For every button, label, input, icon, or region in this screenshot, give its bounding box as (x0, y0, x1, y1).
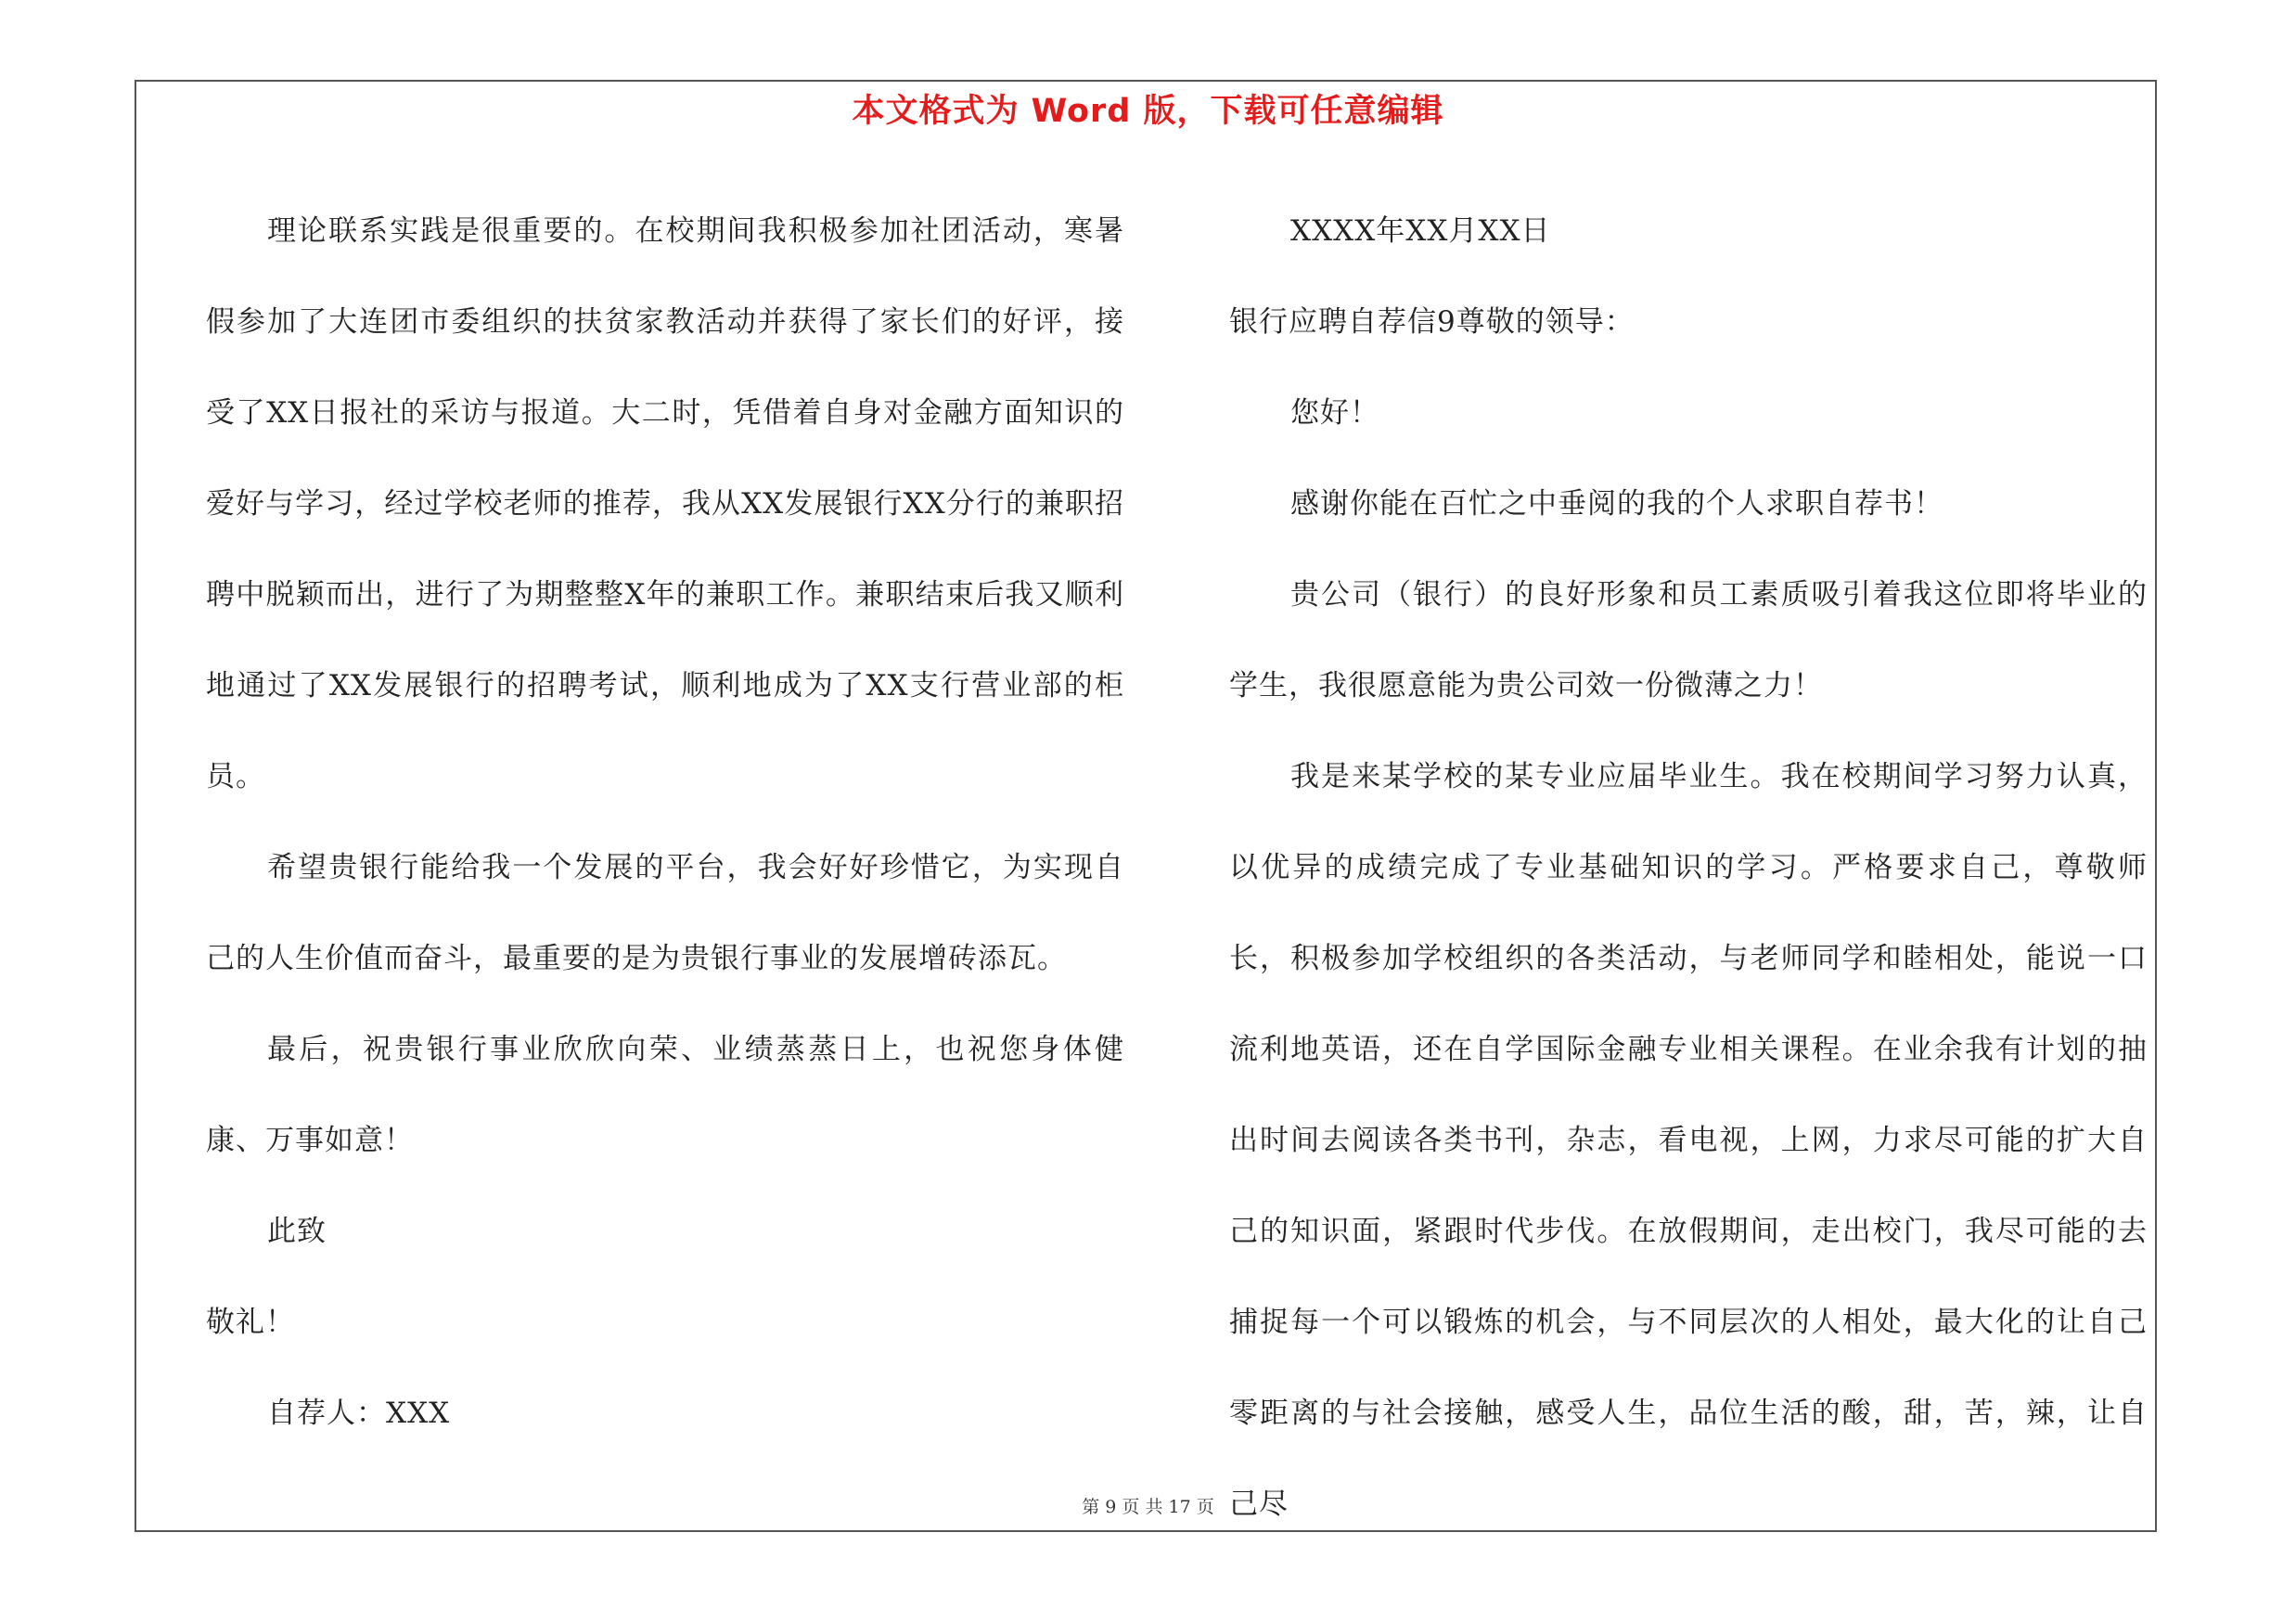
paragraph: XXXX年XX月XX日 (1290, 214, 1551, 248)
paragraph: 希望贵银行能给我一个发展的平台，我会好好珍惜它，为实现自己的人生价值而奋斗，最重要的是为贵银行事业的发展增砖添瓦。 (206, 851, 1124, 975)
paragraph: 您好！ (1290, 396, 1379, 430)
word-format-banner: 本文格式为 Word 版，下载可任意编辑 (852, 93, 1444, 130)
paragraph: 银行应聘自荐信9尊敬的领导： (1229, 305, 1635, 339)
paragraph: 自荐人：XXX (267, 1397, 451, 1430)
right-text-column (1229, 186, 2148, 1550)
paragraph: 敬礼！ (206, 1306, 295, 1339)
paragraph: 此致 (267, 1215, 327, 1248)
paragraph: 我是来某学校的某专业应届毕业生。我在校期间学习努力认真，以优异的成绩完成了专业基础知识的学习。严格要求自己，尊敬师长，积极参加学校组织的各类活动，与老师同学和睦相处，能说一口流利地英语，还在自学国际金融专业相关课程。在业余我有计划的抽出时间去阅读各类书刊，杂志，看电视，上网，力求尽可能的扩大自己的知识面，紧跟时代步伐。在放假期间，走出校门，我尽可能的去捕捉每一个可以锻炼的机会，与不同层次的人相处，最大化的让自己零距离的与社会接触，感受人生，品位生活的酸，甜，苦，辣，让自己尽 (1229, 760, 2148, 1521)
page-number-footer: 第 9 页 共 17 页 (1082, 1497, 1214, 1517)
left-text-column (206, 186, 1124, 1459)
paragraph: 感谢你能在百忙之中垂阅的我的个人求职自荐书！ (1290, 487, 1943, 521)
paragraph: 最后，祝贵银行事业欣欣向荣、业绩蒸蒸日上，也祝您身体健康、万事如意！ (206, 1033, 1124, 1157)
paragraph: 理论联系实践是很重要的。在校期间我积极参加社团活动，寒暑假参加了大连团市委组织的扶贫家教活动并获得了家长们的好评，接受了XX日报社的采访与报道。大二时，凭借着自身对金融方面知识的爱好与学习，经过学校老师的推荐，我从XX发展银行XX分行的兼职招聘中脱颖而出，进行了为期整整X年的兼职工作。兼职结束后我又顺利地通过了XX发展银行的招聘考试，顺利地成为了XX支行营业部的柜员。 (206, 214, 1124, 793)
paragraph: 贵公司（银行）的良好形象和员工素质吸引着我这位即将毕业的学生，我很愿意能为贵公司效一份微薄之力！ (1229, 578, 2148, 702)
